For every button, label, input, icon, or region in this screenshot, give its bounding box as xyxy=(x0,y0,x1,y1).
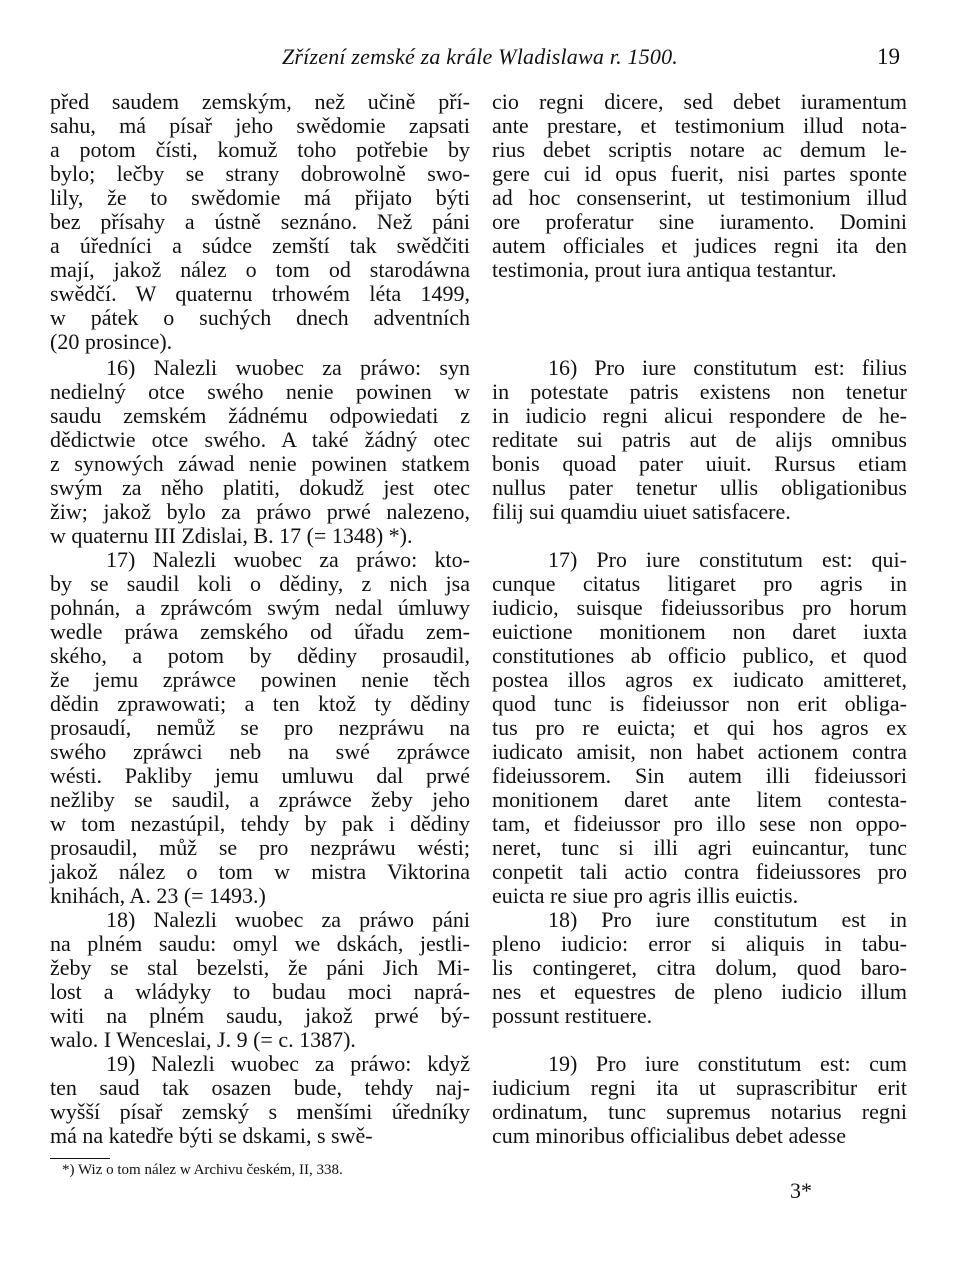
text-line: w tom nezastúpil, tehdy by pak i dědiny xyxy=(50,811,470,836)
text-line: swědčí. W quaternu trhowém léta 1499, xyxy=(50,281,470,306)
paragraph xyxy=(492,1052,907,1148)
text-line: má na katedře býti se dskami, s swě- xyxy=(50,1123,373,1148)
paragraph xyxy=(492,908,907,1028)
text-line: 17) Pro iure constitutum est: qui- xyxy=(548,547,907,572)
text-line: dědictwie otce swého. A také žádný otec xyxy=(50,427,470,452)
text-line: euictione monitionem non daret iuxta xyxy=(492,619,907,644)
text-line: rius debet scriptis notare ac demum le- xyxy=(492,137,907,162)
text-line: knihách, A. 23 (= 1493.) xyxy=(50,883,266,908)
page-number: 19 xyxy=(877,44,900,69)
text-line: constitutiones ab officio publico, et quod xyxy=(492,643,907,668)
text-line: nedielný otce swého nenie powinen w xyxy=(50,379,470,404)
text-line: že jemu zpráwce powinen nenie těch xyxy=(50,667,470,692)
text-line: 16) Nalezli wuobec za práwo: syn xyxy=(106,355,470,380)
text-line: wyšší písař zemský s menšími úředníky xyxy=(50,1099,470,1124)
text-line: testimonia, prout iura antiqua testantur. xyxy=(492,257,837,282)
text-line: z synowých záwad nenie powinen statkem xyxy=(50,451,470,476)
text-line: gere cui id opus fuerit, nisi partes sponte xyxy=(492,161,907,186)
text-line: ten saud tak osazen bude, tehdy naj- xyxy=(50,1075,470,1100)
text-line: mají, jakož nález o tom od starodáwna xyxy=(50,257,470,282)
text-line: 19) Nalezli wuobec za práwo: když xyxy=(106,1051,470,1076)
text-line: neret, tunc si illi agri euincantur, tunc xyxy=(492,835,907,860)
text-line: iudicium regni ita ut suprascribitur erit xyxy=(492,1075,907,1100)
text-line: euicta re siue pro agris illis euictis. xyxy=(492,883,799,908)
text-line: tam, et fideiussor pro illo sese non oppo- xyxy=(492,811,907,836)
text-line: lis contingeret, citra dolum, quod baro- xyxy=(492,955,907,980)
text-line: walo. I Wenceslai, J. 9 (= c. 1387). xyxy=(50,1027,356,1052)
paragraph xyxy=(50,90,470,354)
text-line: swým za něho platiti, dokudž jest otec xyxy=(50,475,470,500)
text-line: postea illos agros ex iudicato amitteret, xyxy=(492,667,907,692)
paragraph xyxy=(492,548,907,908)
text-line: wésti. Pakliby jemu umluwu dal prwé xyxy=(50,763,470,788)
text-line: by se saudil koli o dědiny, z nich jsa xyxy=(50,571,470,596)
text-line: wedle práwa zemského od úřadu zem- xyxy=(50,619,470,644)
text-line: witi na plném saudu, jakož prwé bý- xyxy=(50,1003,470,1028)
text-line: tus pro re euicta; et qui hos agros ex xyxy=(492,715,907,740)
text-line: nežliby se saudil, a zpráwce žeby jeho xyxy=(50,787,470,812)
text-line: ského, a potom by dědiny prosaudil, xyxy=(50,643,470,668)
text-line: iudicato amisit, non habet actionem contra xyxy=(492,739,907,764)
text-line: possunt restituere. xyxy=(492,1003,653,1028)
text-line: 19) Pro iure constitutum est: cum xyxy=(548,1051,907,1076)
text-line: pohnán, a zpráwcóm swým nedal úmluwy xyxy=(50,595,470,620)
text-line: ante prestare, et testimonium illud nota- xyxy=(492,113,907,138)
running-header-title: Zřízení zemské za krále Wladislawa r. 1500. xyxy=(281,44,679,69)
text-line: nullus pater tenetur ullis obligationibus xyxy=(492,475,907,500)
signature-mark: 3* xyxy=(790,1178,812,1203)
text-line: bylo; lečby se strany dobrowolně swo- xyxy=(50,161,470,186)
text-line: 18) Pro iure constitutum est in xyxy=(548,907,907,932)
text-line: ordinatum, tunc supremus notarius regni xyxy=(492,1099,907,1124)
text-line: na plném saudu: omyl we dskách, jestli- xyxy=(50,931,470,956)
paragraph xyxy=(492,90,907,282)
text-line: bonis quoad pater uiuit. Rursus etiam xyxy=(492,451,907,476)
paragraph xyxy=(50,908,470,1052)
text-line: prosaudí, nemůž se pro nezpráwu na xyxy=(50,715,470,740)
text-line: conpetit tali actio contra fideiussores pro xyxy=(492,859,907,884)
text-line: w quaternu III Zdislai, B. 17 (= 1348) *). xyxy=(50,523,413,548)
text-line: ad hoc consenserint, ut testimonium illud xyxy=(492,185,907,210)
text-line: nes et equestres de pleno iudicio illum xyxy=(492,979,907,1004)
text-line: quod tunc is fideiussor non erit obliga- xyxy=(492,691,907,716)
text-line: filij sui quamdiu uiuet satisfacere. xyxy=(492,499,791,524)
text-line: cunque citatus litigaret pro agris in xyxy=(492,571,907,596)
text-line: lost a wládyky to budau moci naprá- xyxy=(50,979,470,1004)
text-line: před saudem zemským, než učině pří- xyxy=(50,89,470,114)
text-line: ore proferatur sine iuramento. Domini xyxy=(492,209,907,234)
text-line: monitionem daret ante litem contesta- xyxy=(492,787,907,812)
text-line: autem officiales et judices regni ita den xyxy=(492,233,907,258)
text-line: a potom čísti, komuž toho potřebie by xyxy=(50,137,470,162)
text-line: 17) Nalezli wuobec za práwo: kto- xyxy=(106,547,470,572)
text-line: iudicio, suisque fideiussoribus pro horum xyxy=(492,595,907,620)
paragraph xyxy=(50,548,470,908)
paragraph xyxy=(492,356,907,524)
paragraph xyxy=(50,356,470,548)
text-line: (20 prosince). xyxy=(50,329,173,354)
text-line: pleno iudicio: error si aliquis in tabu- xyxy=(492,931,907,956)
text-line: in potestate patris existens non tenetur xyxy=(492,379,907,404)
text-line: dědin zprawowati; a ten ktož ty dědiny xyxy=(50,691,470,716)
footnote: *) Wiz o tom nález w Archivu českém, II, 338. xyxy=(62,1162,343,1178)
text-line: lily, že to swědomie má přijato býti xyxy=(50,185,470,210)
text-line: in iudicio regni alicui respondere de he- xyxy=(492,403,907,428)
footnote-rule xyxy=(50,1158,110,1159)
text-line: cum minoribus officialibus debet adesse xyxy=(492,1123,846,1148)
text-line: reditate sui patris aut de alijs omnibus xyxy=(492,427,907,452)
text-line: cio regni dicere, sed debet iuramentum xyxy=(492,89,907,114)
paragraph xyxy=(50,1052,470,1148)
text-line: prosaudil, můž se pro nezpráwu wésti; xyxy=(50,835,470,860)
text-line: saudu zemském žádnému odpowiedati z xyxy=(50,403,470,428)
text-line: žeby se stal bezelsti, že páni Jich Mi- xyxy=(50,955,470,980)
text-line: w pátek o suchých dnech adventních xyxy=(50,305,470,330)
text-line: sahu, má písař jeho swědomie zapsati xyxy=(50,113,470,138)
text-line: 16) Pro iure constitutum est: filius xyxy=(548,355,907,380)
text-line: fideiussorem. Sin autem illi fideiussori xyxy=(492,763,907,788)
text-line: swého zpráwci neb na swé zpráwce xyxy=(50,739,470,764)
text-line: a úředníci a súdce zemští tak swědčiti xyxy=(50,233,470,258)
text-line: bez přísahy a ústně seznáno. Než páni xyxy=(50,209,470,234)
text-line: 18) Nalezli wuobec za práwo páni xyxy=(106,907,470,932)
text-line: jakož nález o tom w mistra Viktorina xyxy=(50,859,470,884)
text-line: žiw; jakož bylo za práwo prwé nalezeno, xyxy=(50,499,470,524)
